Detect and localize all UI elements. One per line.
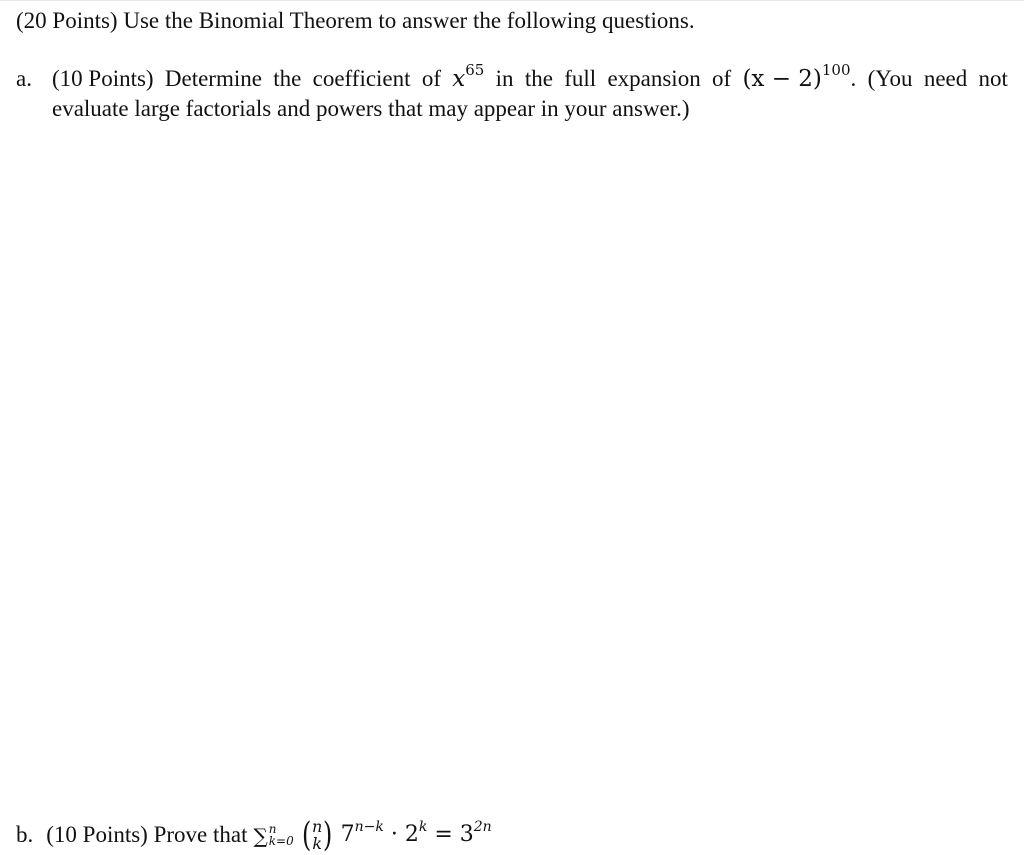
base-7: 7: [340, 822, 355, 847]
left-paren: (: [301, 815, 312, 855]
page-top-border: [0, 0, 1024, 1]
summation-limits: [269, 823, 294, 847]
part-a-word: of: [711, 66, 732, 91]
identity-expression: [341, 820, 492, 850]
part-a-body: [52, 61, 1008, 124]
equals-sign: =: [434, 822, 453, 847]
part-a-note: need: [923, 66, 968, 91]
dot-operator: ·: [390, 822, 398, 847]
part-a-line-2: evaluate large factorials and powers that may appear in your answer.): [52, 96, 690, 121]
base-2: 2: [404, 822, 419, 847]
binomial-expression: $(x - 2)^{100}$.: [742, 61, 857, 92]
part-a-word: of: [421, 66, 441, 91]
exponent-k: k: [418, 818, 428, 835]
part-a-word: in: [495, 66, 514, 91]
part-a-note: (You: [867, 66, 913, 91]
question-heading: (20 Points) Use the Binomial Theorem to answer the following questions.: [16, 8, 695, 33]
part-b-label: b.: [16, 822, 34, 847]
summation-upper-limit: n: [268, 822, 277, 836]
part-a-points: (10 Points): [52, 66, 154, 91]
term-x-power: [452, 61, 485, 94]
right-paren: ): [323, 815, 333, 855]
part-a-line-1: [52, 61, 1008, 94]
part-a-word: full: [564, 66, 597, 91]
part-a-label: a.: [16, 66, 32, 91]
exponent-100: 100: [821, 61, 851, 80]
part-a-word: the: [273, 66, 302, 91]
binomial-bottom: k: [312, 834, 323, 853]
base-3: 3: [459, 822, 474, 847]
variable-x: x: [452, 66, 466, 92]
part-b: [16, 815, 492, 855]
part-a-word: coefficient: [312, 66, 411, 91]
sigma-symbol: ∑: [253, 824, 268, 848]
exponent-65: 65: [465, 61, 485, 80]
binomial-top: n: [312, 817, 323, 836]
summation: [254, 820, 294, 850]
part-a-word: Determine: [164, 66, 262, 91]
exponent-n-minus-k: n−k: [354, 818, 384, 835]
binomial-stack: [312, 818, 322, 852]
exponent-2n: 2n: [473, 818, 492, 835]
part-a-note: not: [978, 66, 1008, 91]
part-b-text: (10 Points) Prove that: [46, 822, 248, 847]
expression-x-minus-2: (x − 2): [742, 66, 822, 92]
part-a-word: the: [524, 66, 553, 91]
part-a-word: expansion: [607, 66, 701, 91]
summation-lower-limit: k=0: [268, 834, 294, 848]
binomial-coefficient: [300, 815, 335, 855]
part-a: [16, 61, 1008, 124]
